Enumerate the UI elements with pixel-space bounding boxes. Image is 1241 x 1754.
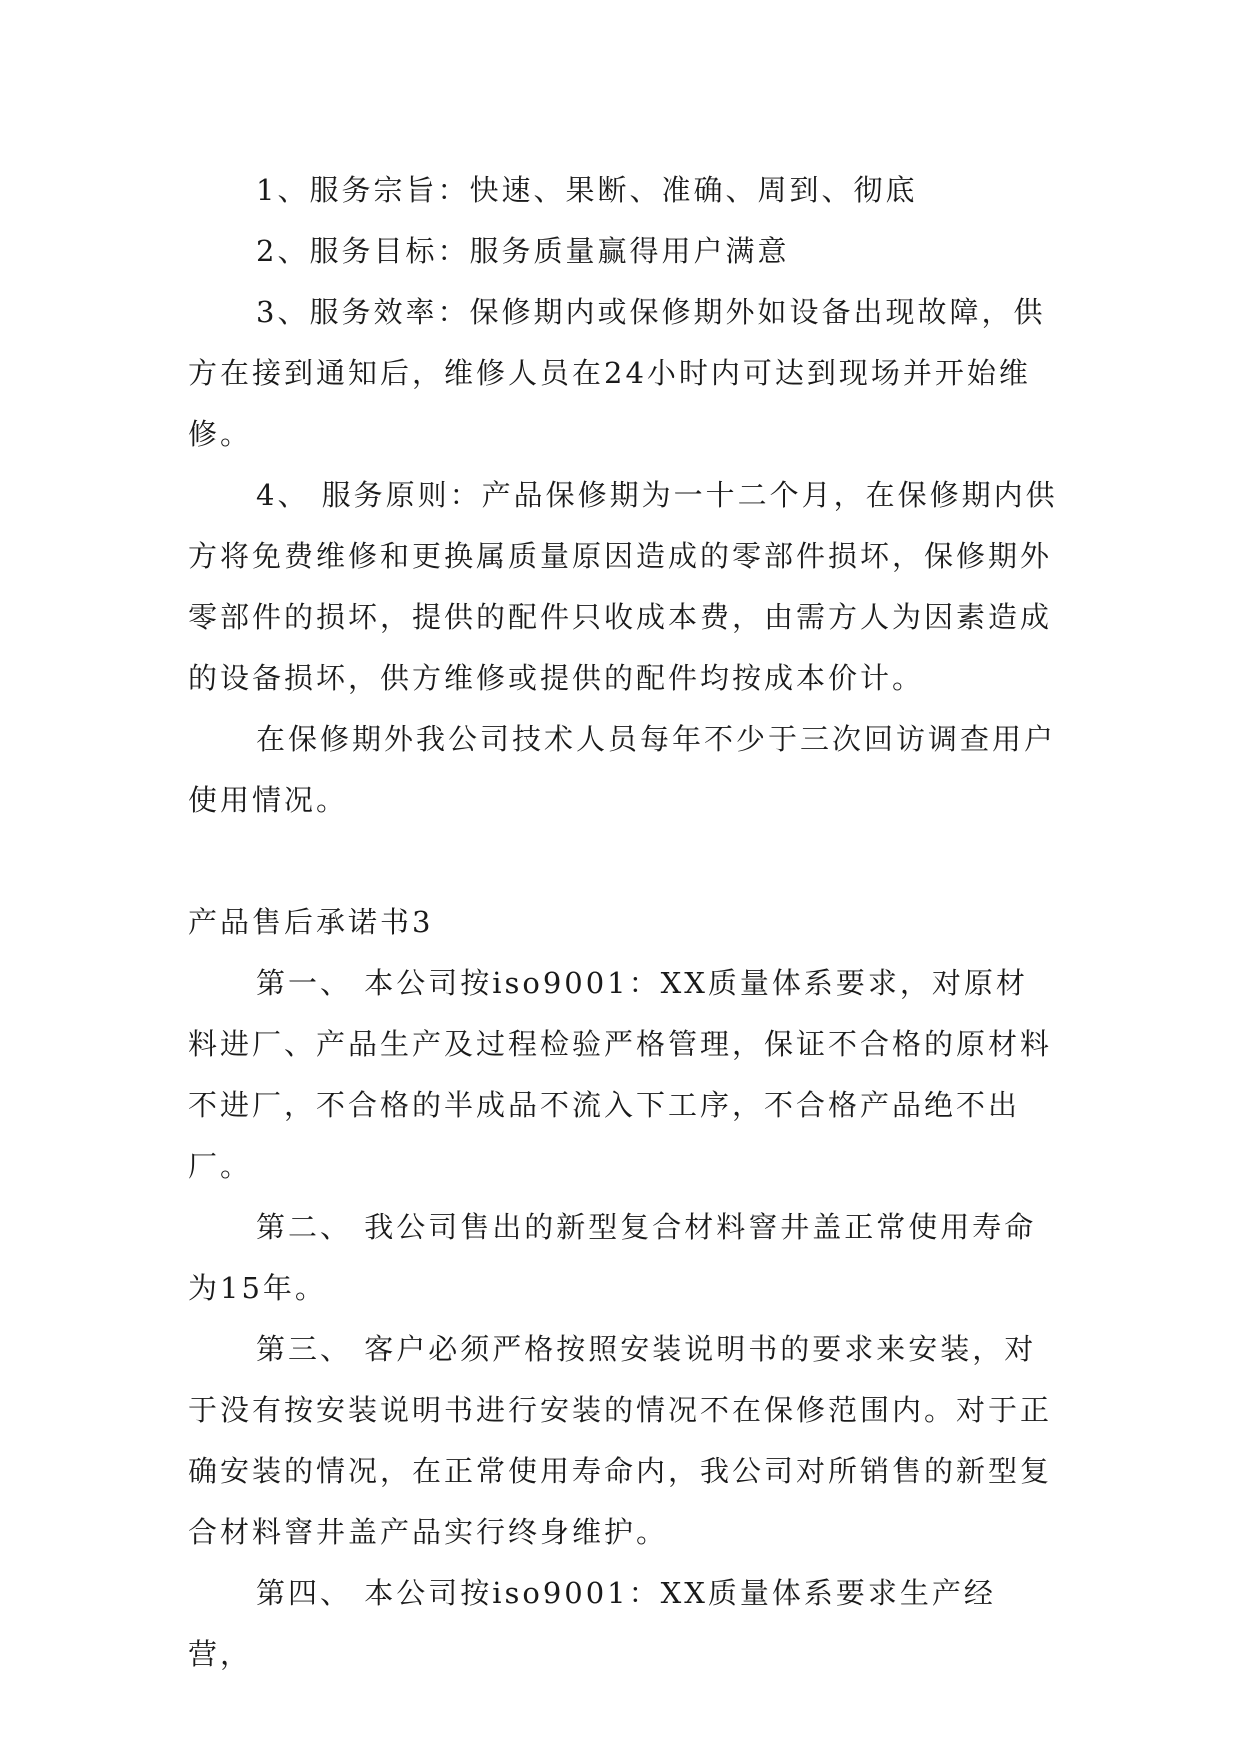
commitment-second-paragraph: 第二、 我公司售出的新型复合材料窨井盖正常使用寿命为15年。 xyxy=(188,1210,1037,1305)
service-purpose-paragraph: 1、服务宗旨：快速、果断、准确、周到、彻底 xyxy=(256,173,918,207)
service-goal-paragraph: 2、服务目标：服务质量赢得用户满意 xyxy=(256,234,790,268)
commitment-fourth-paragraph: 第四、 本公司按iso9001：XX质量体系要求生产经营， xyxy=(188,1576,996,1671)
section-title: 产品售后承诺书3 xyxy=(188,905,434,939)
service-efficiency-paragraph: 3、服务效率：保修期内或保修期外如设备出现故障，供方在接到通知后，维修人员在24小时内可达到现场并开始维修。 xyxy=(188,295,1046,451)
follow-up-paragraph: 在保修期外我公司技术人员每年不少于三次回访调查用户使用情况。 xyxy=(188,722,1057,817)
document-page xyxy=(188,160,1058,1685)
commitment-first-paragraph: 第一、 本公司按iso9001：XX质量体系要求，对原材料进厂、产品生产及过程检验严格管理，保证不合格的原材料不进厂，不合格的半成品不流入下工序，不合格产品绝不出厂。 xyxy=(188,966,1053,1183)
commitment-third-paragraph: 第三、 客户必须严格按照安装说明书的要求来安装，对于没有按安装说明书进行安装的情况不在保修范围内。对于正确安装的情况，在正常使用寿命内，我公司对所销售的新型复合材料窨井盖产品实行终身维护。 xyxy=(188,1332,1053,1549)
service-principle-paragraph: 4、 服务原则：产品保修期为一十二个月，在保修期内供方将免费维修和更换属质量原因造成的零部件损坏，保修期外零部件的损坏，提供的配件只收成本费，由需方人为因素造成的设备损坏，供方维修或提供的配件均按成本价计。 xyxy=(188,478,1058,695)
